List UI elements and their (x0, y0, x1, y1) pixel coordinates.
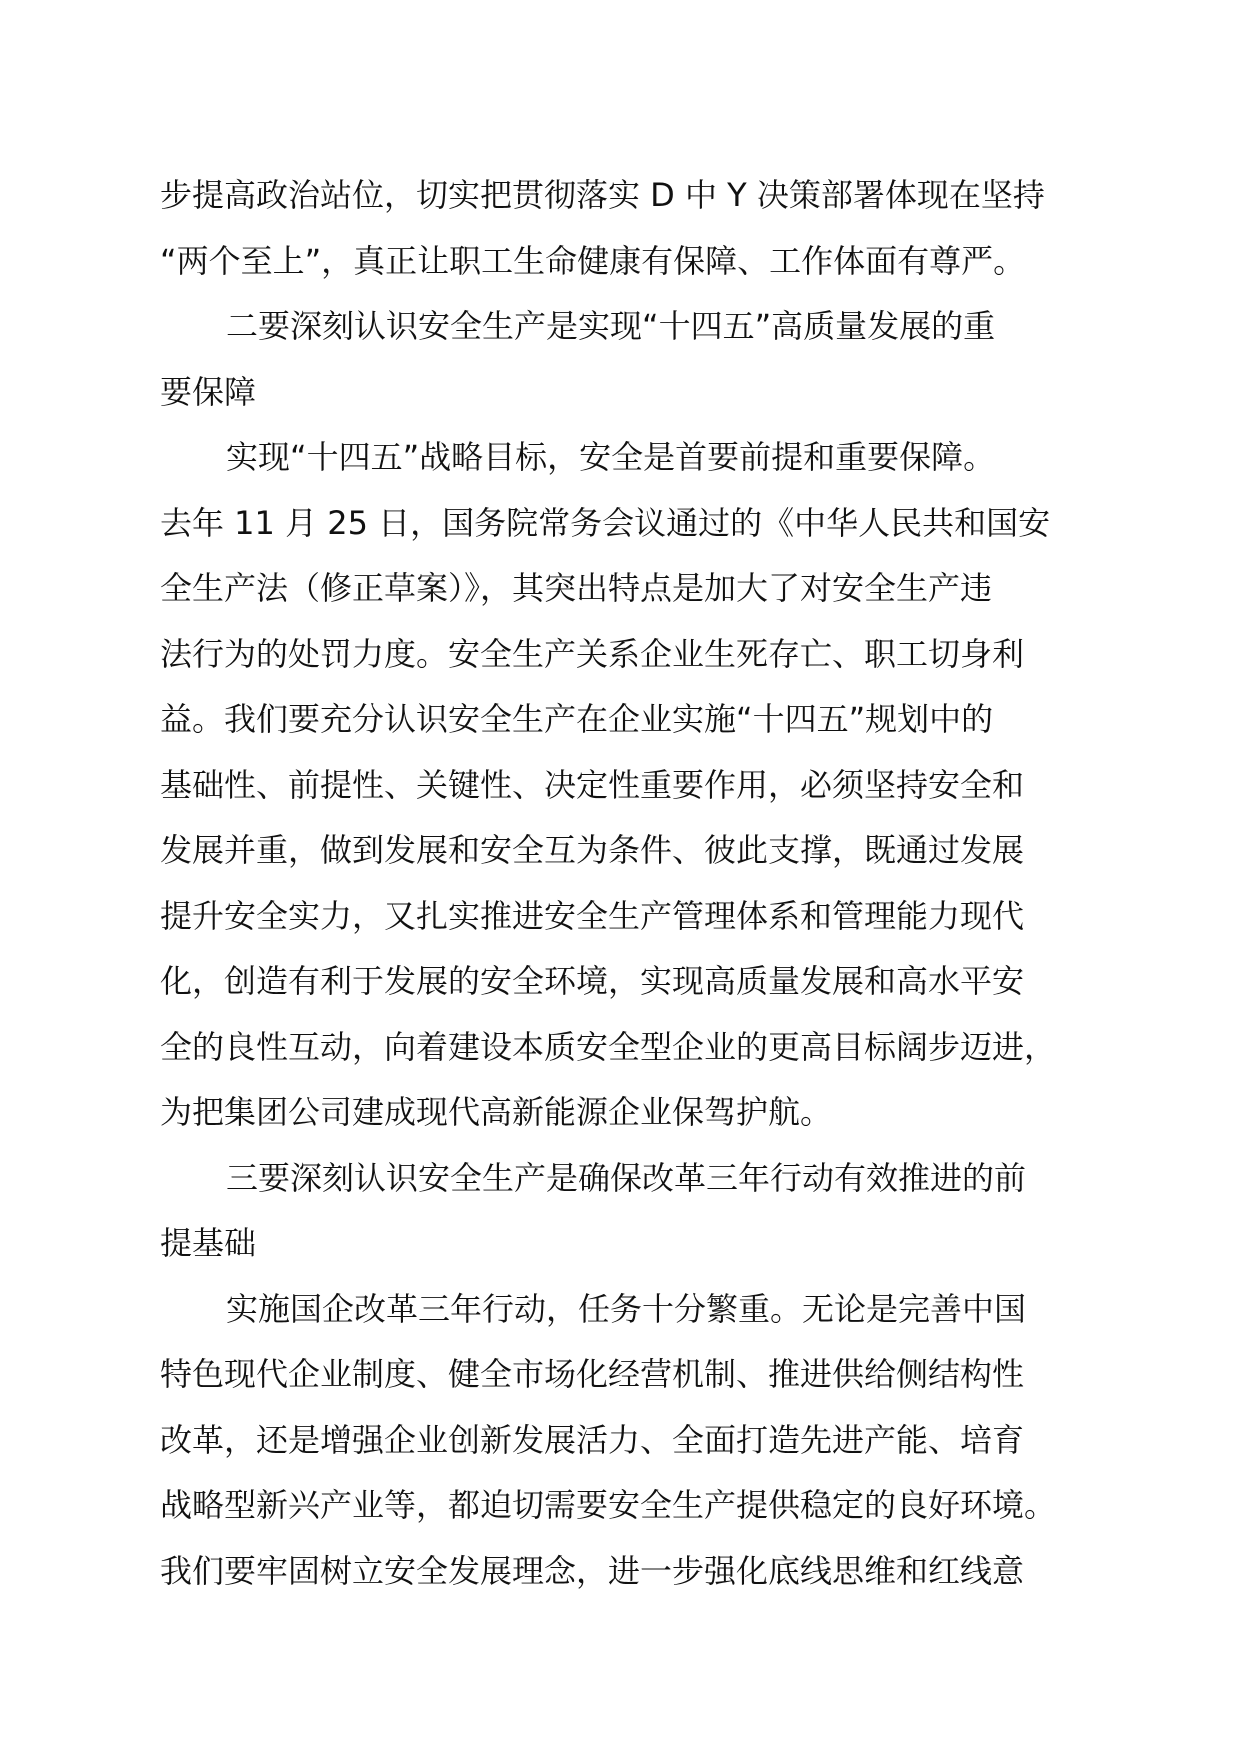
text-line: 二要深刻认识安全生产是实现“十四五”高质量发展的重 (226, 307, 996, 345)
section-heading-three (160, 1146, 1120, 1277)
text-line: 三要深刻认识安全生产是确保改革三年行动有效推进的前 (226, 1158, 1027, 1197)
text-line: 全生产法（修正草案）》，其突出特点是加大了对安全生产违 (160, 569, 993, 607)
text-line: 去年 11 月 25 日，国务院常务会议通过的《中华人民共和国安 (160, 503, 1051, 542)
text-line: 基础性、前提性、关键性、决定性重要作用，必须坚持安全和 (160, 765, 1025, 804)
paragraph-reform-three-year (160, 1277, 1120, 1605)
text-line: 提升安全实力，又扎实推进安全生产管理体系和管理能力现代 (160, 896, 1025, 935)
text-line: 化，创造有利于发展的安全环境，实现高质量发展和高水平安 (160, 962, 1025, 1000)
text-line: 提基础 (160, 1224, 257, 1262)
text-line: 改革，还是增强企业创新发展活力、全面打造先进产能、培育 (160, 1420, 1025, 1459)
text-line: 全的良性互动，向着建设本质安全型企业的更高目标阔步迈进， (160, 1027, 1057, 1066)
text-line: 实现“十四五”战略目标，安全是首要前提和重要保障。 (226, 438, 996, 476)
text-line: 战略型新兴产业等，都迫切需要安全生产提供稳定的良好环境。 (160, 1486, 1057, 1524)
text-line: 我们要牢固树立安全发展理念，进一步强化底线思维和红线意 (160, 1551, 1025, 1590)
text-line: 发展并重，做到发展和安全互为条件、彼此支撑，既通过发展 (160, 831, 1025, 869)
text-line: 为把集团公司建成现代高新能源企业保驾护航。 (160, 1093, 833, 1131)
text-line: 法行为的处罚力度。安全生产关系企业生死存亡、职工切身利 (160, 634, 1025, 673)
text-line: 益。我们要充分认识安全生产在企业实施“十四五”规划中的 (160, 700, 994, 738)
text-line: 要保障 (160, 372, 257, 411)
text-line: 特色现代企业制度、健全市场化经营机制、推进供给侧结构性 (160, 1355, 1025, 1393)
document-page (160, 163, 1120, 1604)
section-heading-two (160, 294, 1120, 425)
text-line: “两个至上”，真正让职工生命健康有保障、工作体面有尊严。 (160, 241, 1026, 280)
paragraph-continuation (160, 163, 1120, 294)
paragraph-fourteenth-five-year (160, 425, 1120, 1146)
text-line: 步提高政治站位，切实把贯彻落实 D 中 Y 决策部署体现在坚持 (160, 176, 1045, 214)
text-line: 实施国企改革三年行动，任务十分繁重。无论是完善中国 (226, 1289, 1027, 1328)
